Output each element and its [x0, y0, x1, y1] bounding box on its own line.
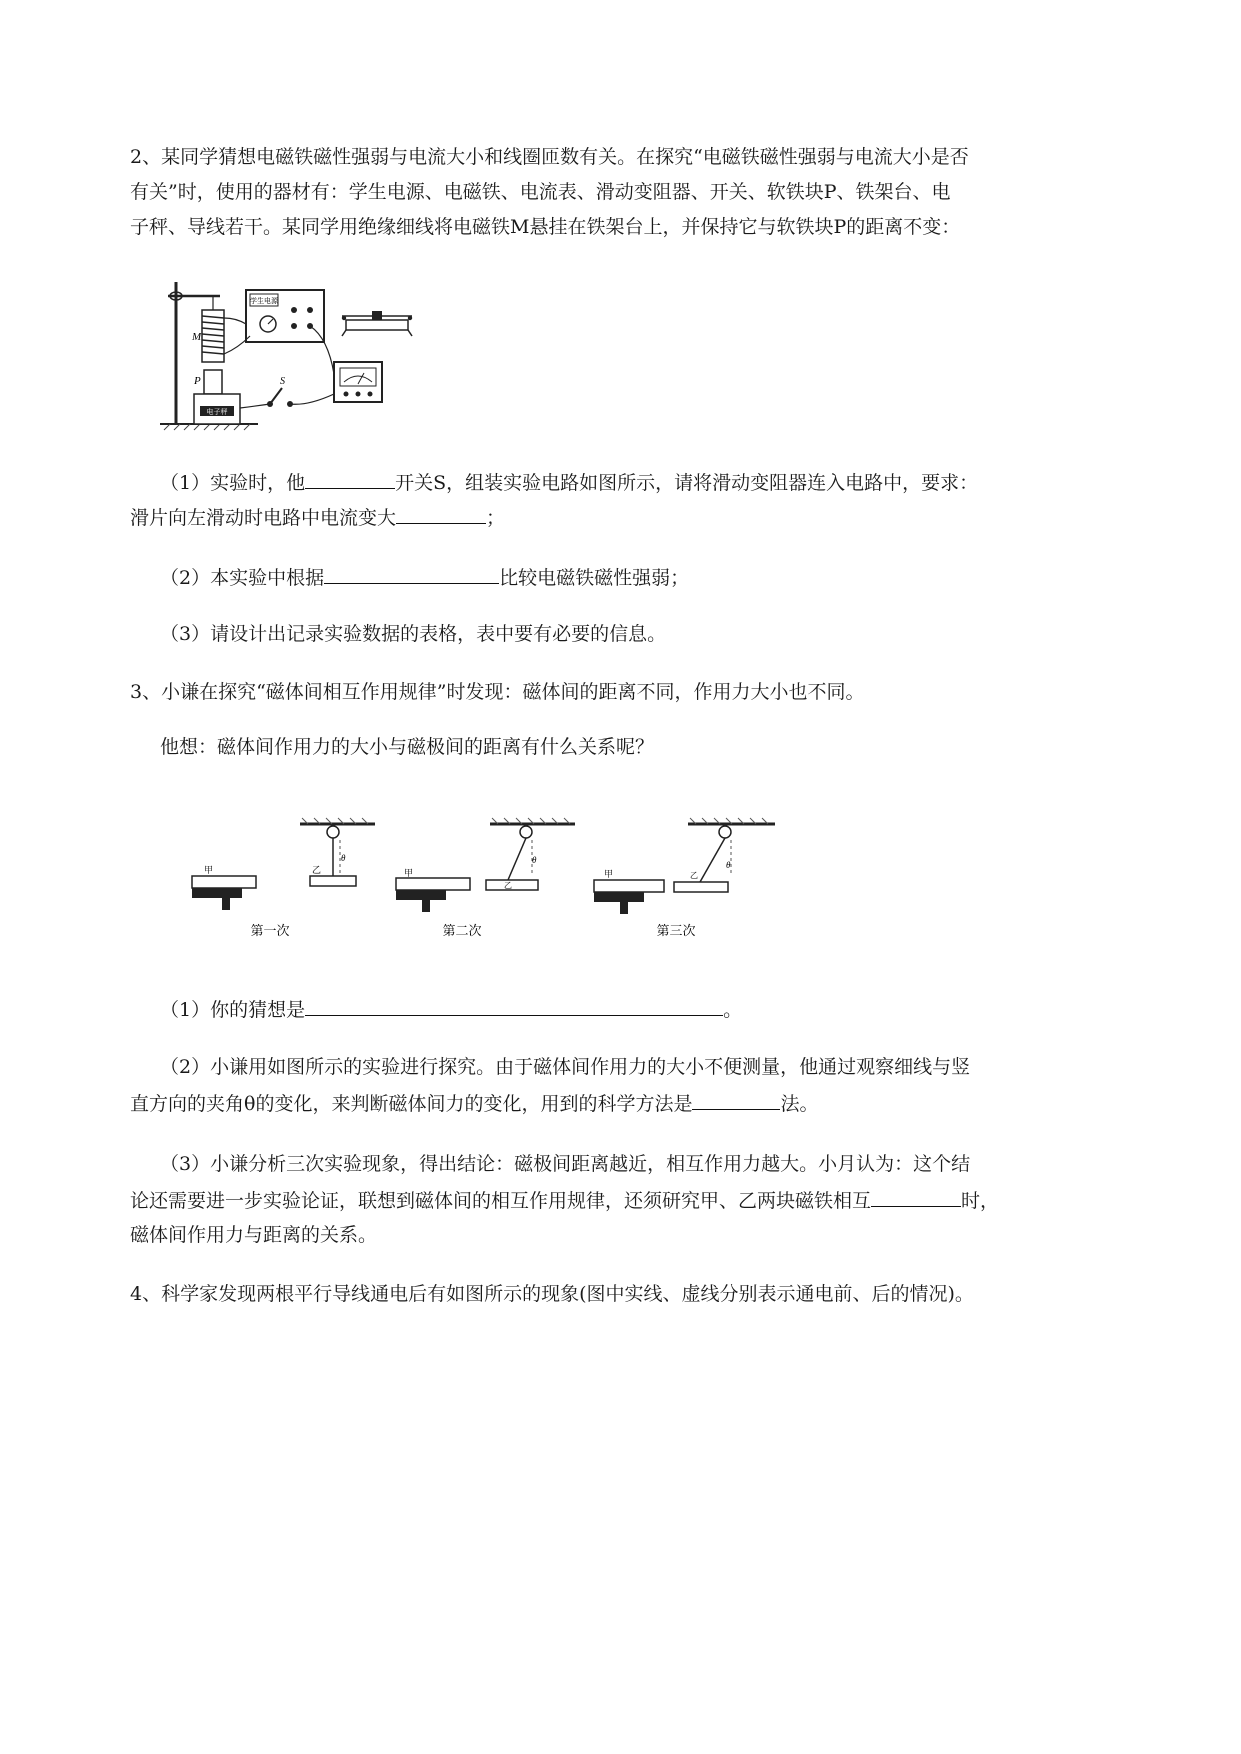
- trial-1-label-a: 甲: [204, 866, 214, 876]
- q3-part3-line-1: （3）小谦分析三次实验现象，得出结论：磁极间距离越近，相互作用力越大。小月认为：这个结: [160, 1153, 971, 1175]
- trial-2-caption: 第二次: [442, 924, 482, 939]
- trial-3-label-a: 甲: [604, 870, 614, 880]
- electromagnet: [191, 296, 224, 362]
- q2-part1-end: ；: [486, 507, 506, 529]
- soft-iron-and-scale: [193, 370, 240, 424]
- q4-intro-line: 4、科学家发现两根平行导线通电后有如图所示的现象(图中实线、虚线分别表示通电前、后的情况)。: [130, 1283, 974, 1305]
- q2-part1-line-1: [160, 468, 978, 497]
- q2-part1-prefix: （1）实验时，他: [160, 472, 306, 494]
- q3-part3-prefix: 论还需要进一步实验论证，联想到磁体间的相互作用规律，还须研究甲、乙两块磁铁相互: [130, 1190, 872, 1212]
- q3-intro-line: 3、小谦在探究“磁体间相互作用规律”时发现：磁体间的距离不同，作用力大小也不同。: [130, 681, 865, 703]
- q2-part1-requirement: 滑片向左滑动时电路中电流变大: [130, 507, 397, 529]
- q2-part3-line: （3）请设计出记录实验数据的表格，表中要有必要的信息。: [160, 623, 667, 645]
- label-m: M: [192, 331, 202, 343]
- trial-3: [594, 818, 775, 939]
- q3-part2-line-2: [130, 1089, 818, 1118]
- q3-part2-prefix: 直方向的夹角θ的变化，来判断磁体间力的变化，用到的科学方法是: [130, 1093, 693, 1115]
- q2-intro-line-2: 有关”时，使用的器材有：学生电源、电磁铁、电流表、滑动变阻器、开关、软铁块P、铁架台、电: [130, 181, 951, 203]
- trial-1-caption: 第一次: [250, 924, 290, 939]
- q3-part1-prefix: （1）你的猜想是: [160, 999, 306, 1021]
- label-s: S: [280, 376, 285, 387]
- trial-1-label-b: 乙: [312, 866, 322, 876]
- q2-part1-rest: 开关S，组装实验电路如图所示，请将滑动变阻器连入电路中，要求：: [395, 472, 979, 494]
- trial-3-caption: 第三次: [656, 924, 696, 939]
- q2-part1-line-2: [130, 503, 505, 532]
- q3-part1-line: [160, 995, 742, 1024]
- q2-intro-line-3: 子秤、导线若干。某同学用绝缘细线将电磁铁M悬挂在铁架台上，并保持它与软铁块P的距离不变：: [130, 216, 961, 238]
- trial-1-angle: θ: [341, 853, 346, 863]
- trial-3-label-b: 乙: [690, 871, 698, 880]
- trial-2-angle: θ: [532, 855, 537, 865]
- answer-blank-interaction[interactable]: [871, 1186, 961, 1207]
- label-scale: 电子秤: [206, 408, 228, 416]
- trial-2-label-b: 乙: [504, 881, 512, 890]
- q2-part2-prefix: （2）本实验中根据: [160, 567, 325, 589]
- trial-3-angle: θ: [726, 860, 731, 870]
- q3-part1-end: 。: [723, 999, 743, 1021]
- trial-1: [192, 818, 375, 939]
- answer-blank-basis[interactable]: [324, 563, 499, 584]
- magnet-experiment-figure: [190, 816, 780, 944]
- slide-rheostat: [342, 311, 412, 336]
- q3-question-line: 他想：磁体间作用力的大小与磁极间的距离有什么关系呢？: [160, 736, 655, 758]
- answer-blank-method[interactable]: [692, 1089, 780, 1110]
- answer-blank-rheostat[interactable]: [396, 503, 486, 524]
- q3-part2-end: 法。: [780, 1093, 819, 1115]
- trial-2-label-a: 甲: [404, 869, 414, 879]
- answer-blank-switch-state[interactable]: [305, 468, 395, 489]
- q2-part2-line: [160, 563, 689, 592]
- q3-part3-line-2: [130, 1186, 999, 1215]
- q3-part3-mid: 时，: [961, 1190, 1000, 1212]
- trial-2: [396, 818, 575, 939]
- switch: [267, 376, 293, 407]
- ground-base: [160, 424, 258, 430]
- label-supply: 学生电源: [250, 297, 278, 305]
- q2-part2-rest: 比较电磁铁磁性强弱；: [499, 567, 690, 589]
- q3-part2-line-1: （2）小谦用如图所示的实验进行探究。由于磁体间作用力的大小不便测量，他通过观察细线与竖: [160, 1056, 971, 1078]
- q3-part3-line-3: 磁体间作用力与距离的关系。: [130, 1224, 378, 1246]
- power-supply: [246, 290, 324, 342]
- answer-blank-hypothesis[interactable]: [305, 995, 723, 1016]
- electromagnet-circuit-figure: [158, 278, 420, 434]
- ammeter: [334, 362, 382, 402]
- label-p: P: [194, 375, 201, 387]
- q2-intro-line-1: 2、某同学猜想电磁铁磁性强弱与电流大小和线圈匝数有关。在探究“电磁铁磁性强弱与电流大小是否: [130, 146, 969, 168]
